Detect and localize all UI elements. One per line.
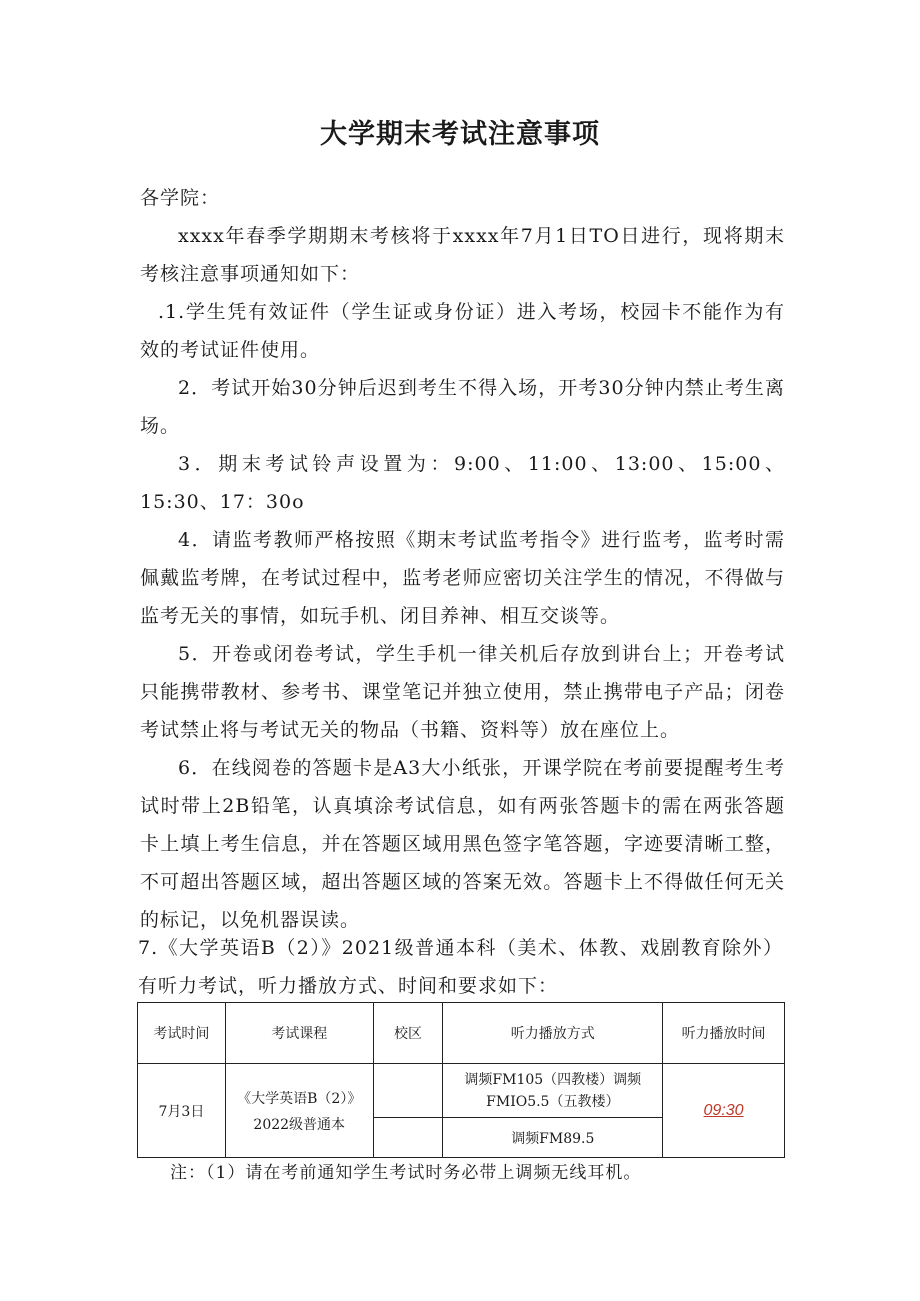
cell-mode-2: 调频FM89.5 [443, 1118, 663, 1158]
cell-time [663, 1064, 785, 1158]
header-campus: 校区 [373, 1003, 443, 1064]
listening-schedule-table [137, 1002, 785, 1158]
document-title: 大学期末考试注意事项 [320, 119, 600, 150]
cell-campus-2 [373, 1118, 443, 1158]
item-2: 2．考试开始30分钟后迟到考生不得入场，开考30分钟内禁止考生离场。 [140, 377, 785, 437]
table-row [138, 1064, 785, 1118]
header-exam-time: 考试时间 [138, 1003, 226, 1064]
course-line-2: 2022级普通本 [253, 1116, 346, 1133]
table-header-row [138, 1003, 785, 1064]
cell-mode-1: 调频FM105（四教楼）调频FMIO5.5（五教楼） [443, 1064, 663, 1118]
item-6: 6．在线阅卷的答题卡是A3大小纸张，开课学院在考前要提醒考生考试时带上2B铅笔，认真填涂考试信息，如有两张答题卡的需在两张答题卡上填上考生信息，并在答题区域用黑色签字笔答题，字迹要清晰工整，不可超出答题区域，超出答题区域的答案无效。答题卡上不得做任何无关的标记，以免机器误读。 [140, 757, 785, 931]
item-5: 5．开卷或闭卷考试，学生手机一律关机后存放到讲台上；开卷考试只能携带教材、参考书、课堂笔记并独立使用，禁止携带电子产品；闭卷考试禁止将与考试无关的物品（书籍、资料等）放在座位上。 [140, 643, 785, 741]
header-course: 考试课程 [225, 1003, 373, 1064]
footnote: 注：（1）请在考前通知学生考试时务必带上调频无线耳机。 [170, 1163, 642, 1183]
salutation: 各学院： [140, 187, 221, 209]
cell-course [225, 1064, 373, 1158]
course-line-1: 《大学英语B（2）》 [237, 1090, 362, 1107]
header-broadcast-mode: 听力播放方式 [443, 1003, 663, 1064]
item-4: 4．请监考教师严格按照《期末考试监考指令》进行监考，监考时需佩戴监考牌，在考试过程中，监考老师应密切关注学生的情况，不得做与监考无关的事情，如玩手机、闭目养神、相互交谈等。 [140, 529, 785, 627]
item-7: 7.《大学英语B（2）》2021级普通本科（美术、体教、戏剧教育除外）有听力考试，听力播放方式、时间和要求如下： [138, 937, 783, 997]
header-broadcast-time: 听力播放时间 [663, 1003, 785, 1064]
broadcast-time-value: 09:30 [703, 1101, 744, 1119]
item-3: 3．期末考试铃声设置为：9:00、11:00、13:00、15:00、15:30、17：30o [140, 453, 785, 513]
cell-campus-1 [373, 1064, 443, 1118]
intro-paragraph: xxxx年春季学期期末考核将于xxxx年7月1日TO日进行，现将期末考核注意事项通知如下： [140, 225, 785, 285]
item-1: .1.学生凭有效证件（学生证或身份证）进入考场，校园卡不能作为有效的考试证件使用。 [140, 301, 785, 361]
cell-date: 7月3日 [138, 1064, 226, 1158]
